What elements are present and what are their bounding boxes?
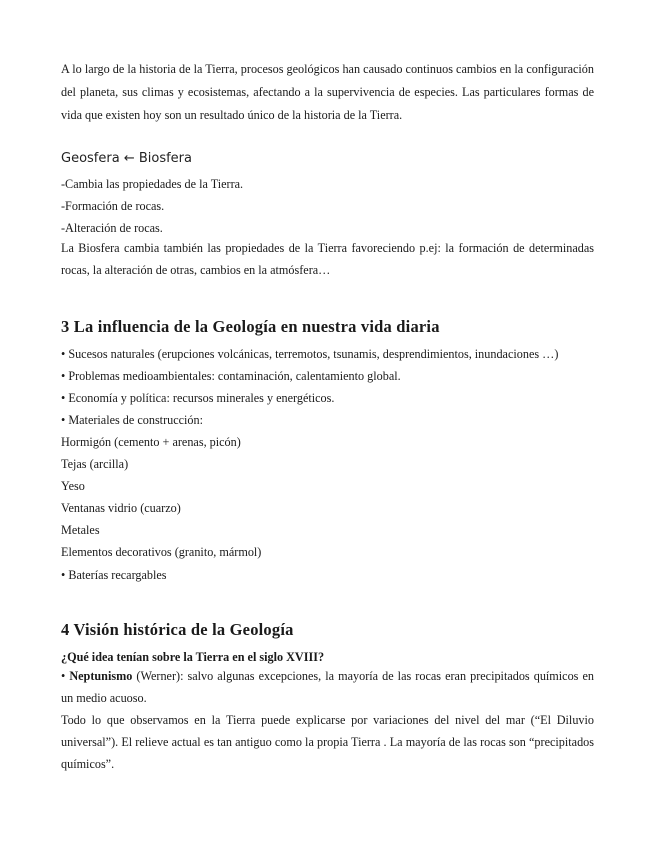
geo-item: -Cambia las propiedades de la Tierra.: [61, 177, 244, 191]
section-4-title: 4 Visión histórica de la Geología: [61, 620, 294, 639]
neptunismo-term: Neptunismo: [69, 669, 133, 683]
list-item: • Economía y política: recursos minerales y energéticos.: [61, 391, 335, 405]
list-item: • Baterías recargables: [61, 568, 167, 582]
list-item: Ventanas vidrio (cuarzo): [61, 501, 181, 515]
list-item: Elementos decorativos (granito, mármol): [61, 545, 262, 559]
neptunismo-text: (Werner): salvo algunas excepciones, la mayoría de las rocas eran precipitados químicos en un medio acuoso.: [61, 669, 594, 705]
neptunismo-paragraph: [61, 665, 594, 709]
list-item: • Sucesos naturales (erupciones volcánicas, terremotos, tsunamis, desprendimientos, inundaciones …): [61, 347, 559, 361]
section-3-title: 3 La influencia de la Geología en nuestra vida diaria: [61, 317, 440, 336]
list-item: Tejas (arcilla): [61, 457, 129, 471]
diluvio-paragraph: Todo lo que observamos en la Tierra puede explicarse por variaciones del nivel del mar (“El Diluvio universal”). El relieve actual es tan antiguo como la propia Tierra . La mayoría de las rocas son “precipitados químicos”.: [61, 713, 594, 771]
list-item: • Problemas medioambientales: contaminación, calentamiento global.: [61, 369, 401, 383]
bullet: •: [61, 669, 70, 683]
geosfera-biosfera-heading: Geosfera ← Biosfera: [61, 151, 192, 166]
geo-item: -Formación de rocas.: [61, 199, 165, 213]
list-item: Metales: [61, 523, 100, 537]
biosfera-paragraph: La Biosfera cambia también las propiedades de la Tierra favoreciendo p.ej: la formación de determinadas rocas, la alteración de otras, cambios en la atmósfera…: [61, 241, 594, 277]
section-4-question: ¿Qué idea tenían sobre la Tierra en el siglo XVIII?: [61, 650, 325, 664]
list-item: Hormigón (cemento + arenas, picón): [61, 435, 241, 449]
list-item: Yeso: [61, 479, 85, 493]
geo-item: -Alteración de rocas.: [61, 221, 163, 235]
intro-paragraph: A lo largo de la historia de la Tierra, procesos geológicos han causado continuos cambios en la configuración del planeta, sus climas y ecosistemas, afectando a la supervivencia de especies. Las particulares formas de vida que existen hoy son un resultado único de la historia de la Tierra.: [61, 62, 594, 122]
list-item: • Materiales de construcción:: [61, 413, 204, 427]
